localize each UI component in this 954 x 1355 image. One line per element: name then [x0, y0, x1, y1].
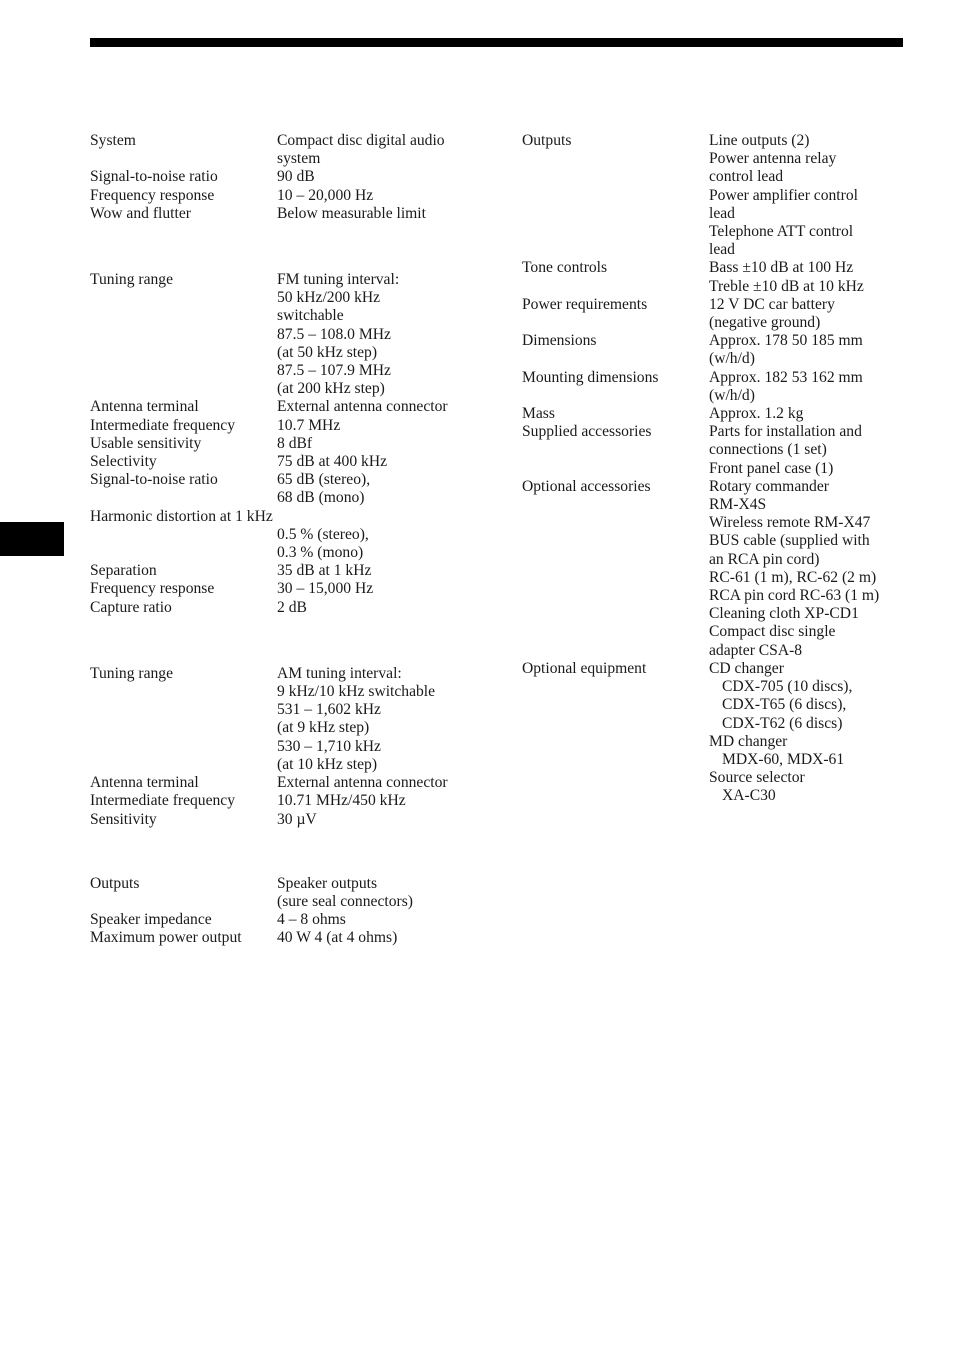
spec-row	[90, 132, 490, 168]
spec-label: Outputs	[522, 132, 572, 149]
spec-row	[522, 660, 912, 806]
spec-label: Antenna terminal	[90, 398, 199, 416]
spec-label: Frequency response	[90, 580, 215, 598]
spec-value-line: MD changer	[709, 732, 788, 750]
spec-value	[709, 332, 912, 368]
spec-value	[277, 471, 490, 507]
spec-label: Maximum power output	[90, 929, 242, 947]
section-gap	[90, 829, 490, 875]
spec-value	[277, 435, 490, 453]
spec-value-line: Bass ±10 dB at 100 Hz	[709, 259, 854, 277]
spec-value	[277, 526, 490, 562]
spec-value-line: RM-X4S	[709, 496, 767, 514]
section-gap	[90, 223, 490, 271]
spec-value-line: 0.3 % (mono)	[277, 544, 364, 562]
header-rule	[90, 38, 903, 47]
spec-value	[277, 398, 490, 416]
spec-value-line: Approx. 182 53 162 mm	[709, 368, 863, 386]
spec-value-line: 30 µV	[277, 810, 317, 828]
spec-value-line: Power antenna relay	[709, 150, 837, 168]
spec-value-line: adapter CSA-8	[709, 641, 803, 659]
spec-value-line: Front panel case (1)	[709, 459, 834, 477]
spec-row	[90, 205, 490, 223]
spec-value-line: (w/h/d)	[709, 350, 755, 368]
spec-label: System	[90, 132, 136, 149]
spec-label: Outputs	[90, 874, 140, 892]
spec-value-line: 50 kHz/200 kHz	[277, 289, 381, 307]
spec-label: Tone controls	[522, 259, 608, 277]
spec-row	[522, 296, 912, 332]
spec-value-line: 90 dB	[277, 168, 315, 186]
spec-value	[277, 562, 490, 580]
spec-label: Mounting dimensions	[522, 368, 659, 386]
spec-label: Frequency response	[90, 186, 215, 204]
spec-row	[90, 271, 490, 398]
spec-column-right	[522, 132, 912, 806]
spec-value-line: (sure seal connectors)	[277, 892, 413, 910]
spec-label: Capture ratio	[90, 598, 172, 616]
spec-value-line: control lead	[709, 168, 784, 186]
spec-value-line: 10 – 20,000 Hz	[277, 186, 374, 204]
spec-value-line: 87.5 – 107.9 MHz	[277, 362, 391, 380]
spec-value-line: switchable	[277, 307, 344, 325]
spec-value-line: Wireless remote RM-X47	[709, 514, 871, 532]
spec-row	[90, 875, 490, 911]
spec-value	[709, 296, 912, 332]
section-tab-marker	[0, 522, 64, 556]
spec-row	[522, 259, 912, 295]
spec-value-line: MDX-60, MDX-61	[722, 750, 845, 768]
spec-value	[709, 132, 912, 259]
spec-value	[277, 187, 490, 205]
spec-value-line: 12 V DC car battery	[709, 295, 835, 313]
spec-value	[709, 478, 912, 660]
spec-value-line: 65 dB (stereo),	[277, 471, 371, 489]
spec-row	[90, 187, 490, 205]
spec-value-line: 40 W 4 (at 4 ohms)	[277, 929, 398, 947]
spec-value-line: (at 9 kHz step)	[277, 719, 370, 737]
spec-value-line: 10.71 MHz/450 kHz	[277, 792, 406, 810]
spec-value	[277, 911, 490, 929]
spec-row	[522, 405, 912, 423]
spec-row	[90, 599, 490, 617]
spec-value-line: 9 kHz/10 kHz switchable	[277, 683, 436, 701]
spec-row	[90, 471, 490, 507]
spec-value-line: AM tuning interval:	[277, 664, 402, 682]
spec-row	[90, 792, 490, 810]
spec-value-line: CDX-T62 (6 discs)	[722, 714, 843, 732]
spec-value	[709, 660, 912, 806]
spec-value	[277, 205, 490, 223]
spec-value-line: Source selector	[709, 769, 805, 787]
spec-row	[90, 665, 490, 774]
spec-value	[277, 453, 490, 471]
spec-value	[277, 811, 490, 829]
spec-label: Sensitivity	[90, 810, 157, 828]
section-gap	[90, 617, 490, 665]
spec-row	[90, 929, 490, 947]
spec-value-line: Approx. 178 50 185 mm	[709, 332, 863, 350]
spec-row	[522, 423, 912, 478]
spec-value	[277, 599, 490, 617]
spec-value	[277, 271, 490, 398]
spec-value-line: (negative ground)	[709, 314, 821, 332]
spec-value-line: (at 50 kHz step)	[277, 343, 378, 361]
spec-label: Tuning range	[90, 271, 174, 289]
spec-label: Wow and flutter	[90, 204, 191, 222]
spec-value-line: 10.7 MHz	[277, 416, 341, 434]
spec-row	[90, 580, 490, 598]
spec-value	[277, 774, 490, 792]
spec-label: Separation	[90, 562, 157, 580]
spec-row	[522, 478, 912, 660]
spec-label: Optional equipment	[522, 659, 647, 677]
spec-label: Intermediate frequency	[90, 792, 236, 810]
spec-value-line: XA-C30	[722, 787, 776, 805]
spec-value-line: connections (1 set)	[709, 441, 827, 459]
spec-value-line: 8 dBf	[277, 434, 313, 452]
spec-label: Dimensions	[522, 332, 597, 350]
spec-row	[90, 774, 490, 792]
spec-value-line: 30 – 15,000 Hz	[277, 580, 374, 598]
spec-label: Speaker impedance	[90, 911, 212, 929]
spec-value-line: 530 – 1,710 kHz	[277, 737, 381, 755]
spec-value-line: Compact disc single	[709, 623, 836, 641]
spec-value-line: an RCA pin cord)	[709, 550, 820, 568]
spec-label: Tuning range	[90, 664, 174, 682]
spec-value	[709, 369, 912, 405]
spec-value	[277, 417, 490, 435]
spec-value-line: BUS cable (supplied with	[709, 532, 870, 550]
spec-value-line: External antenna connector	[277, 398, 448, 416]
spec-row	[90, 417, 490, 435]
spec-label: Intermediate frequency	[90, 416, 236, 434]
spec-value-line: Cleaning cloth XP-CD1	[709, 605, 859, 623]
spec-value-line: FM tuning interval:	[277, 271, 400, 289]
spec-value-line: CD changer	[709, 659, 784, 677]
spec-row	[90, 453, 490, 471]
spec-label: Signal-to-noise ratio	[90, 168, 218, 186]
spec-value-line: Power amplifier control	[709, 186, 858, 204]
spec-value-line: (w/h/d)	[709, 386, 755, 404]
spec-value-line: CDX-705 (10 discs),	[722, 678, 853, 696]
spec-row	[90, 811, 490, 829]
spec-value-line: Speaker outputs	[277, 874, 378, 892]
spec-value-line: CDX-T65 (6 discs),	[722, 696, 847, 714]
spec-value-line: (at 200 kHz step)	[277, 380, 385, 398]
spec-label: Mass	[522, 405, 555, 423]
spec-value	[277, 665, 490, 774]
spec-value	[709, 405, 912, 423]
spec-value	[277, 168, 490, 186]
spec-value-line: Telephone ATT control	[709, 223, 854, 241]
spec-value	[709, 259, 912, 295]
spec-label: Usable sensitivity	[90, 434, 202, 452]
spec-label: Harmonic distortion at 1 kHz	[90, 507, 273, 525]
spec-value	[277, 580, 490, 598]
spec-value	[277, 875, 490, 911]
spec-row	[90, 508, 490, 563]
spec-value	[277, 132, 490, 168]
spec-value-line: 531 – 1,602 kHz	[277, 701, 381, 719]
spec-label: Supplied accessories	[522, 423, 652, 441]
spec-label: Selectivity	[90, 453, 157, 471]
spec-value-line: (at 10 kHz step)	[277, 755, 378, 773]
spec-value-line: 2 dB	[277, 598, 307, 616]
spec-value-line: system	[277, 150, 321, 168]
spec-label: Signal-to-noise ratio	[90, 471, 218, 489]
spec-row	[90, 562, 490, 580]
spec-row	[90, 168, 490, 186]
spec-label: Antenna terminal	[90, 774, 199, 792]
spec-label: Optional accessories	[522, 477, 651, 495]
spec-value-line: 87.5 – 108.0 MHz	[277, 325, 391, 343]
spec-value-line: External antenna connector	[277, 774, 448, 792]
spec-value	[277, 929, 490, 947]
spec-row	[90, 435, 490, 453]
spec-value-line: Rotary commander	[709, 477, 829, 495]
spec-value-line: 0.5 % (stereo),	[277, 525, 369, 543]
spec-label: Power requirements	[522, 295, 648, 313]
spec-value-line: RC-61 (1 m), RC-62 (2 m)	[709, 568, 877, 586]
spec-value	[709, 423, 912, 478]
spec-value-line: 75 dB at 400 kHz	[277, 453, 388, 471]
spec-value-line: 35 dB at 1 kHz	[277, 562, 372, 580]
spec-value-line: lead	[709, 241, 735, 259]
spec-row	[90, 398, 490, 416]
spec-value-line: RCA pin cord RC-63 (1 m)	[709, 587, 880, 605]
spec-value-line: Line outputs (2)	[709, 132, 810, 149]
spec-row	[522, 369, 912, 405]
spec-value-line: 68 dB (mono)	[277, 489, 365, 507]
spec-value-line: 4 – 8 ohms	[277, 911, 346, 929]
spec-value-line: Compact disc digital audio	[277, 132, 445, 149]
spec-value	[277, 792, 490, 810]
spec-column-left	[90, 132, 490, 948]
spec-row	[90, 911, 490, 929]
spec-row	[522, 332, 912, 368]
spec-value-line: Treble ±10 dB at 10 kHz	[709, 277, 864, 295]
spec-value-line: Parts for installation and	[709, 423, 862, 441]
spec-row	[522, 132, 912, 259]
spec-value-line: lead	[709, 204, 735, 222]
spec-value-line: Approx. 1.2 kg	[709, 405, 804, 423]
spec-value-line: Below measurable limit	[277, 204, 426, 222]
